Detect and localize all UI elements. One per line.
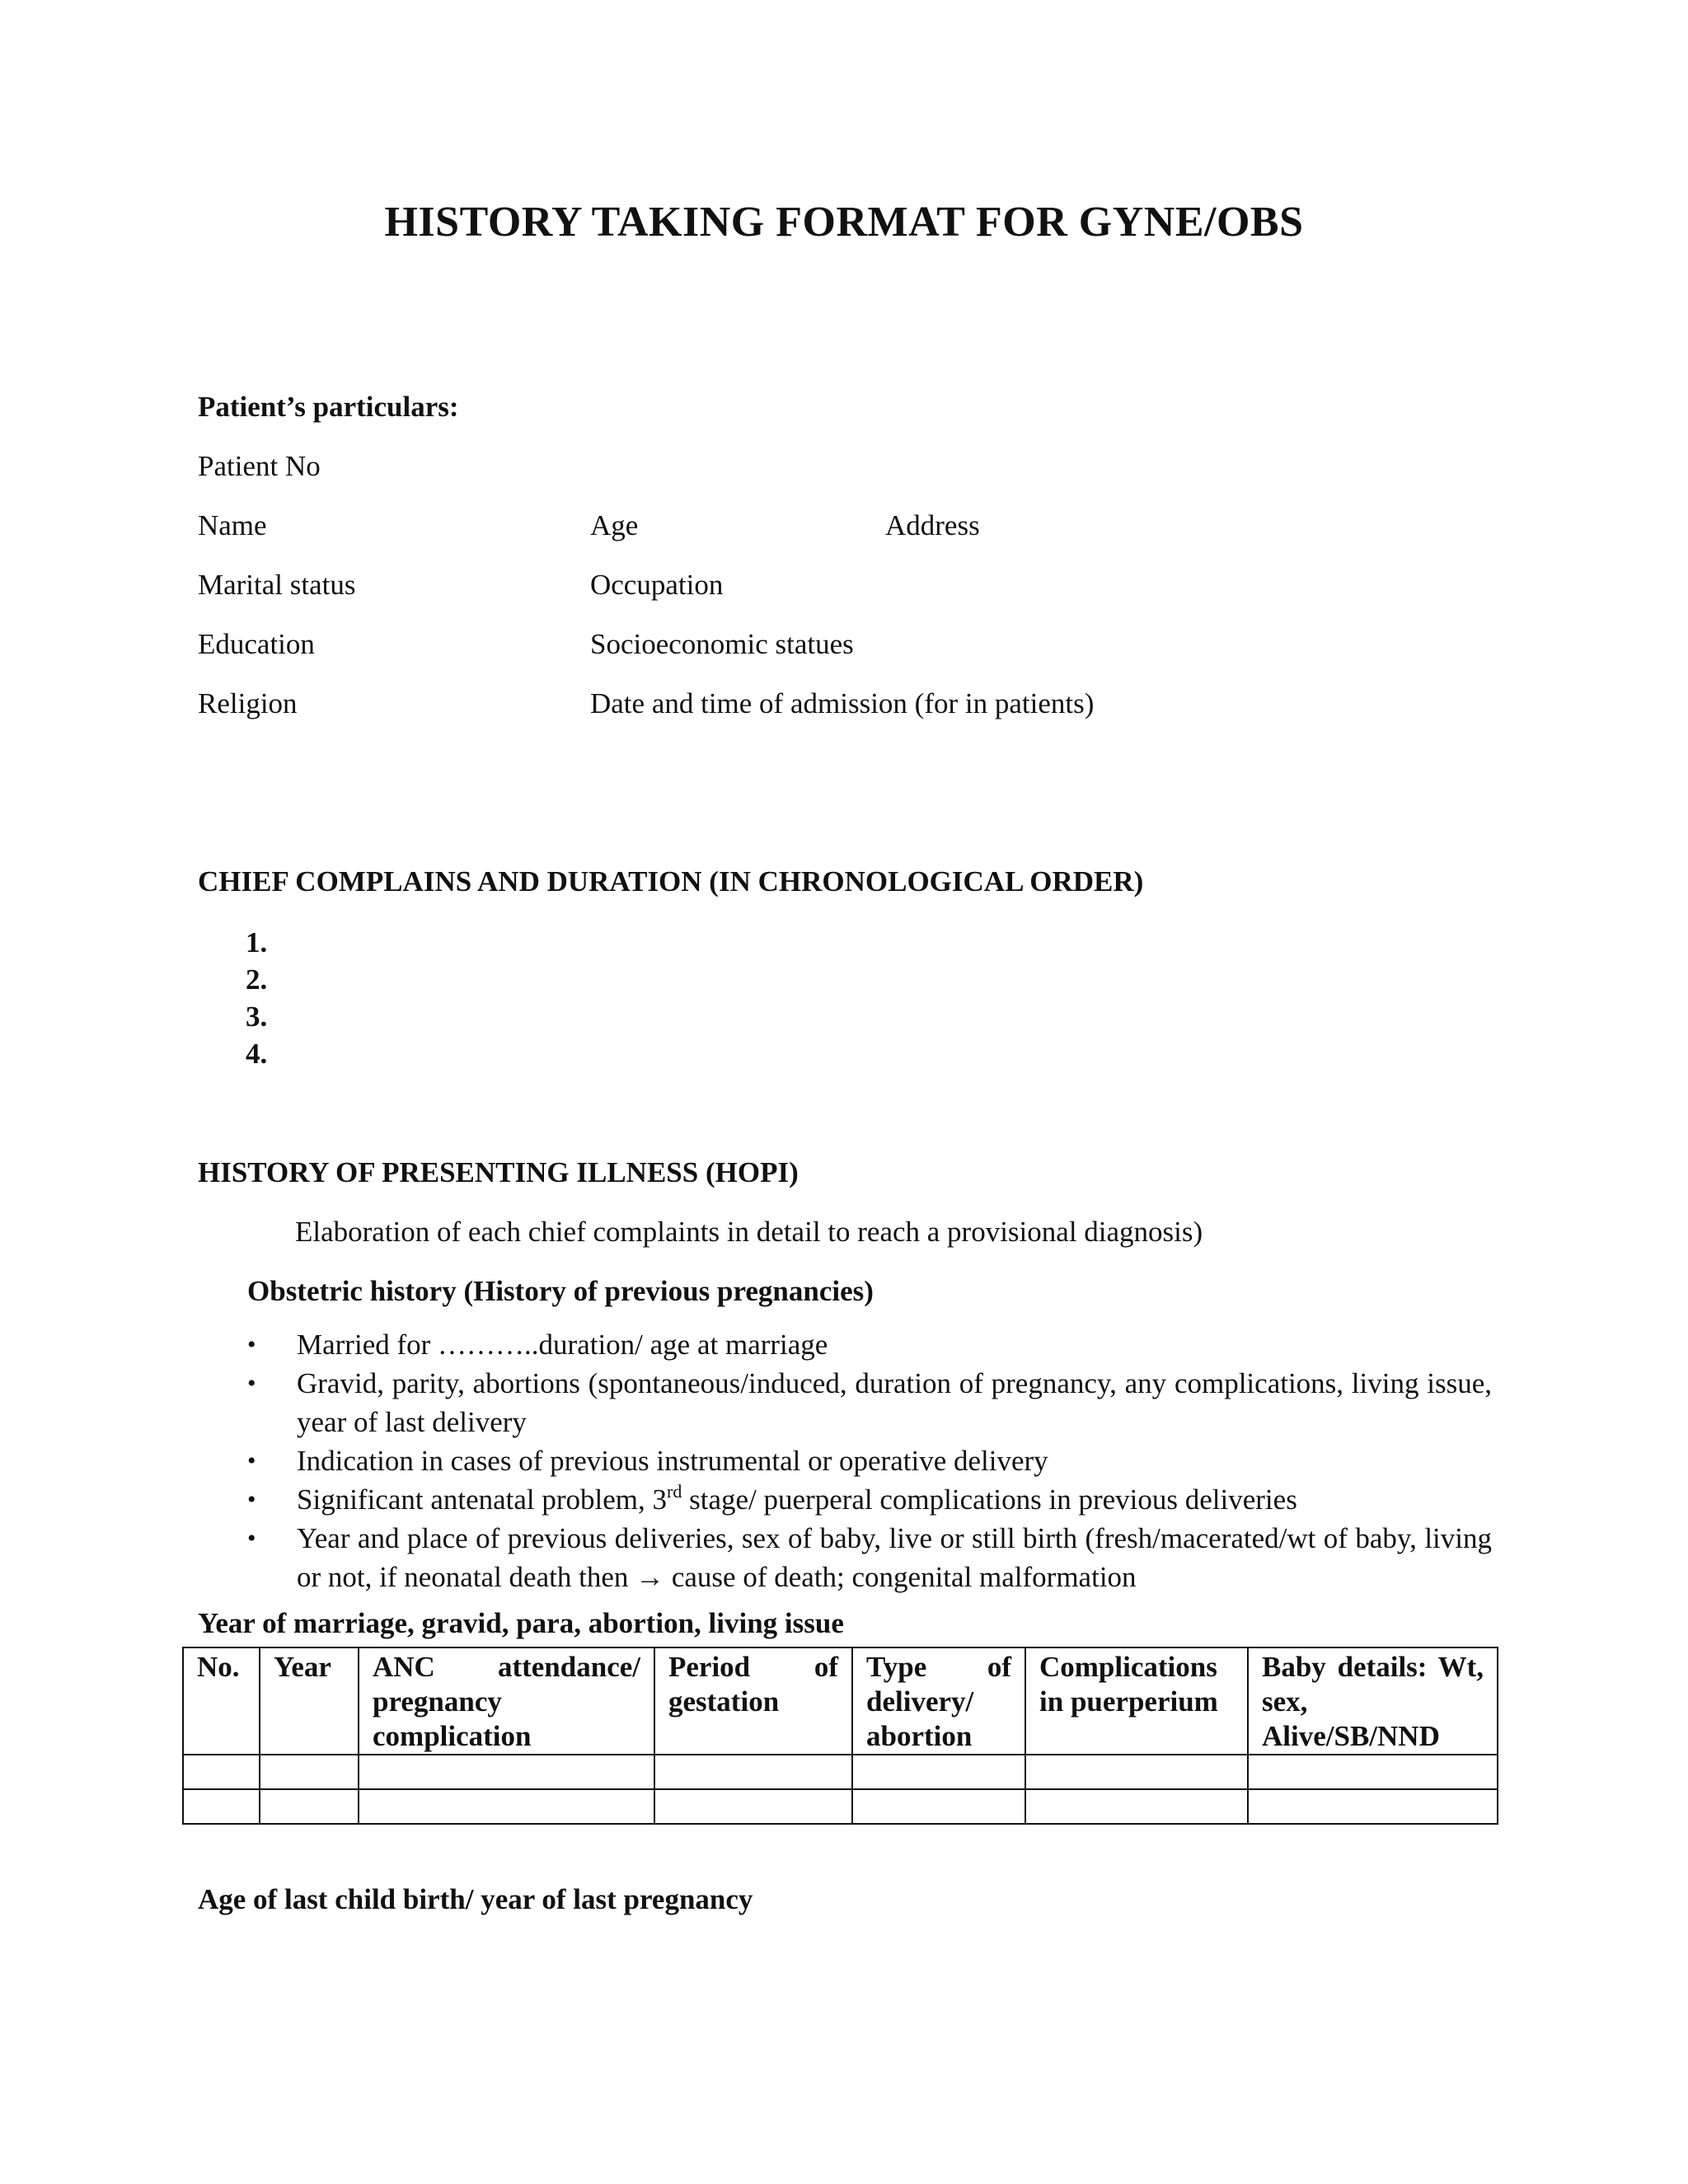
col-header-baby-details: Baby details: Wt, sex, Alive/SB/NND (1248, 1647, 1498, 1755)
table-cell[interactable] (260, 1755, 359, 1789)
list-item (247, 1519, 1492, 1596)
bullet-text-prefix: Significant antenatal problem, 3 (297, 1483, 668, 1516)
list-item (247, 1325, 1492, 1364)
obstetric-history-table (182, 1647, 1498, 1825)
table-cell[interactable] (260, 1789, 359, 1824)
col-header-gestation: Period of gestation (654, 1647, 852, 1755)
patient-no-label: Patient No (198, 450, 321, 482)
list-item (247, 1480, 1492, 1519)
table-cell[interactable] (1248, 1755, 1498, 1789)
religion-label: Religion (198, 687, 298, 719)
list-item (247, 1364, 1492, 1441)
obstetric-heading: Obstetric history (History of previous pregnancies) (247, 1275, 874, 1307)
marital-status-label: Marital status (198, 569, 356, 601)
table-cell[interactable] (359, 1755, 654, 1789)
col-header-anc: ANC attendance/ pregnancy complication (359, 1647, 654, 1755)
bullet-text: Year and place of previous deliveries, sex of baby, live or still birth (fresh/macerated/wt of baby, living or not, if neonatal death then → cause of death; congenital malformation (297, 1522, 1492, 1593)
table-caption: Year of marriage, gravid, para, abortion, living issue (198, 1607, 844, 1639)
chief-complaints-heading: CHIEF COMPLAINS AND DURATION (IN CHRONOLOGICAL ORDER) (198, 865, 1144, 898)
table-cell[interactable] (183, 1755, 260, 1789)
last-birth-heading: Age of last child birth/ year of last pregnancy (198, 1883, 753, 1915)
complaint-item-3: 3. (246, 1001, 268, 1033)
col-header-no: No. (183, 1647, 260, 1755)
bullet-text-suffix: stage/ puerperal complications in previous deliveries (682, 1483, 1297, 1516)
admission-label: Date and time of admission (for in patients) (590, 687, 1095, 719)
table-cell[interactable] (1025, 1789, 1248, 1824)
hopi-text: Elaboration of each chief complaints in detail to reach a provisional diagnosis) (295, 1216, 1203, 1248)
table-cell[interactable] (654, 1755, 852, 1789)
list-item (247, 1441, 1492, 1480)
name-label: Name (198, 509, 267, 541)
complaint-item-1: 1. (246, 926, 268, 958)
socioeconomic-label: Socioeconomic statues (590, 628, 854, 660)
table-cell[interactable] (654, 1789, 852, 1824)
bullet-text: Gravid, parity, abortions (spontaneous/induced, duration of pregnancy, any complications, living issue, year of last delivery (297, 1367, 1492, 1438)
bullet-icon: • (247, 1525, 256, 1552)
ordinal-superscript: rd (667, 1481, 682, 1502)
table-cell[interactable] (1025, 1755, 1248, 1789)
bullet-icon: • (247, 1486, 256, 1513)
bullet-text: Indication in cases of previous instrumental or operative delivery (297, 1445, 1048, 1477)
table-cell[interactable] (852, 1789, 1025, 1824)
col-header-year: Year (260, 1647, 359, 1755)
occupation-label: Occupation (590, 569, 724, 601)
bullet-text: Married for ………..duration/ age at marriage (297, 1329, 828, 1361)
bullet-icon: • (247, 1331, 256, 1358)
col-header-puerperium: Complications in puerperium (1025, 1647, 1248, 1755)
table-cell[interactable] (359, 1789, 654, 1824)
particulars-heading: Patient’s particulars: (198, 391, 459, 423)
table-row (183, 1789, 1498, 1824)
page-title: HISTORY TAKING FORMAT FOR GYNE/OBS (384, 199, 1304, 246)
table-cell[interactable] (1248, 1789, 1498, 1824)
hopi-heading: HISTORY OF PRESENTING ILLNESS (HOPI) (198, 1156, 799, 1188)
obstetric-bullet-list (247, 1325, 1492, 1596)
table-header-row (183, 1647, 1498, 1755)
education-label: Education (198, 628, 315, 660)
complaint-item-2: 2. (246, 963, 268, 996)
age-label: Age (590, 509, 639, 541)
table-row (183, 1755, 1498, 1789)
bullet-icon: • (247, 1370, 256, 1397)
address-label: Address (885, 509, 980, 541)
table-cell[interactable] (183, 1789, 260, 1824)
col-header-delivery-type: Type of delivery/ abortion (852, 1647, 1025, 1755)
table-cell[interactable] (852, 1755, 1025, 1789)
bullet-icon: • (247, 1447, 256, 1474)
complaint-item-4: 4. (246, 1038, 268, 1070)
